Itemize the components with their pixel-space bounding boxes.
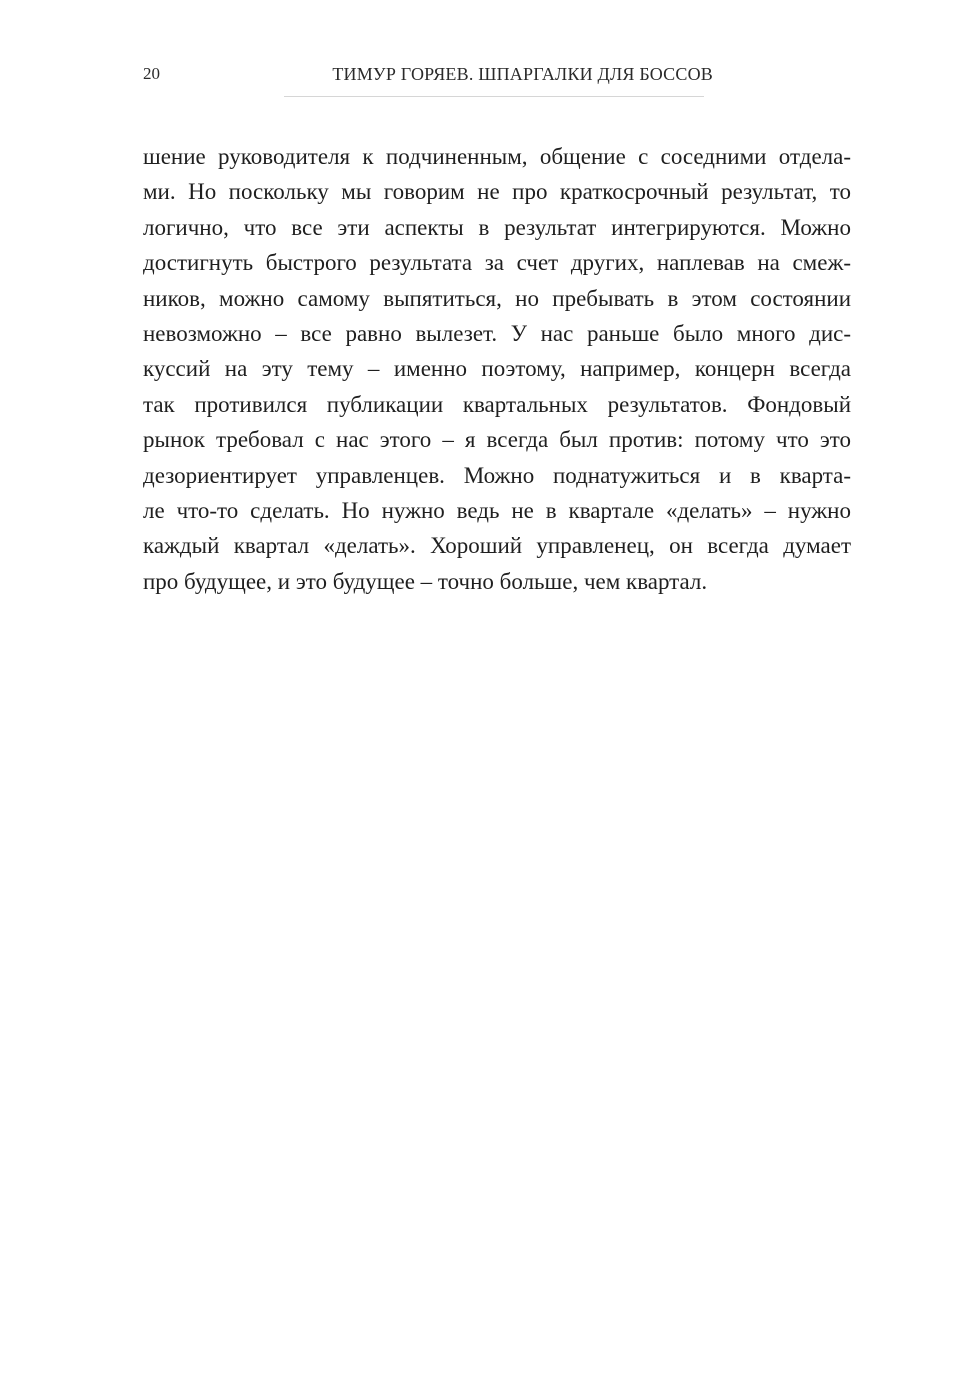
- text-line: достигнуть быстрого результата за счет других, наплевав на смеж-: [143, 250, 851, 276]
- running-header: [143, 62, 713, 88]
- text-line: каждый квартал «делать». Хороший управленец, он всегда думает: [143, 533, 851, 559]
- text-line: рынок требовал с нас этого – я всегда был против: потому что это: [143, 427, 851, 453]
- text-line: про будущее, и это будущее – точно больше, чем квартал.: [143, 568, 708, 594]
- running-title: ТИМУР ГОРЯЕВ. ШПАРГАЛКИ ДЛЯ БОССОВ: [332, 64, 713, 84]
- text-line: ле что-то сделать. Но нужно ведь не в квартале «делать» – нужно: [143, 497, 851, 523]
- page-number: 20: [143, 64, 160, 83]
- text-line: логично, что все эти аспекты в результат интегрируются. Можно: [143, 214, 851, 240]
- text-line: куссий на эту тему – именно поэтому, например, концерн всегда: [143, 356, 851, 382]
- text-line: так противился публикации квартальных результатов. Фондовый: [143, 391, 851, 417]
- header-rule: [284, 96, 704, 97]
- body-paragraph: [143, 139, 851, 599]
- text-line: ми. Но поскольку мы говорим не про краткосрочный результат, то: [143, 179, 851, 205]
- text-line: дезориентирует управленцев. Можно поднатужиться и в кварта-: [143, 462, 851, 488]
- text-line: шение руководителя к подчиненным, общение с соседними отдела-: [143, 144, 851, 169]
- text-line: невозможно – все равно вылезет. У нас раньше было много дис-: [143, 320, 851, 346]
- text-line: ников, можно самому выпятиться, но пребывать в этом состоянии: [143, 285, 851, 311]
